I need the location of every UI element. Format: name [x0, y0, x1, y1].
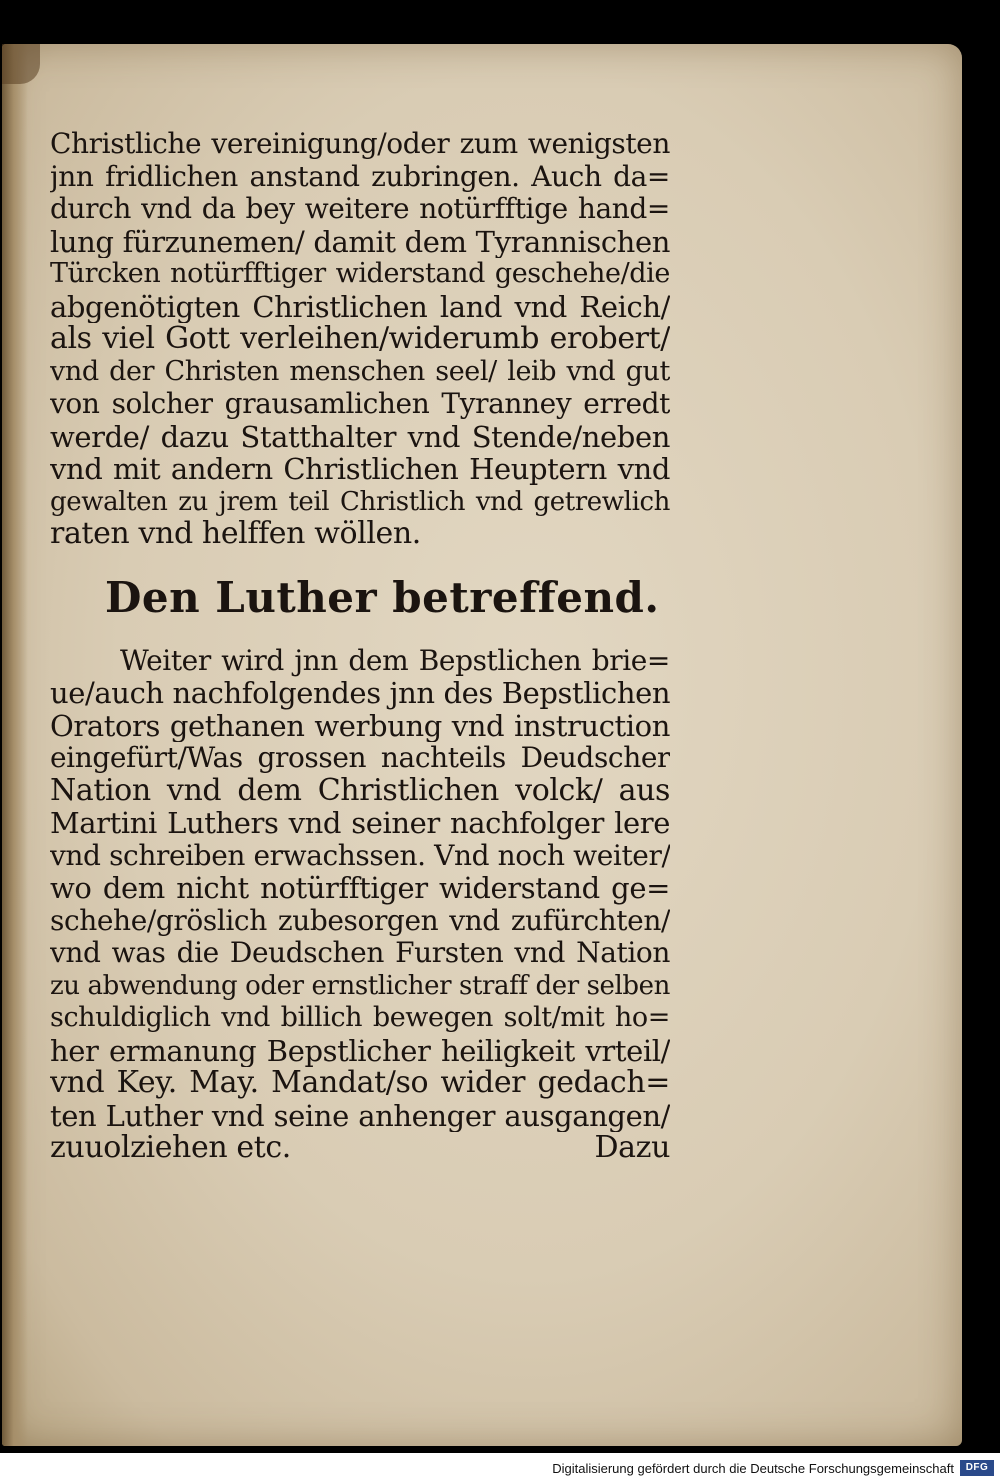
section-heading: Den Luther betreffend.	[105, 572, 660, 622]
text-line: Orators gethanen werbung vnd instruction	[50, 709, 670, 742]
page-corner-stain	[2, 44, 40, 84]
text-line: ten Luther vnd seine anhenger ausgangen/	[50, 1099, 670, 1132]
text-line: durch vnd da bey weitere notürfftige hand=	[50, 193, 670, 225]
text-line: lung fürzunemen/ damit dem Tyrannischen	[50, 225, 670, 258]
funding-notice: Digitalisierung gefördert durch die Deutsche Forschungsgemeinschaft	[552, 1461, 954, 1476]
text-line: vnd Key. May. Mandat/so wider gedach=	[50, 1067, 670, 1100]
text-line: vnd was die Deudschen Fursten vnd Nation	[50, 937, 670, 969]
text-line: vnd schreiben erwachssen. Vnd noch weiter/	[50, 839, 670, 872]
text-line: jnn fridlichen anstand zubringen. Auch da=	[50, 160, 670, 193]
text-line: Türcken notürfftiger widerstand geschehe/die	[50, 258, 670, 289]
book-page	[2, 44, 962, 1446]
attribution-footer	[0, 1453, 1000, 1483]
paragraph-1	[50, 128, 670, 551]
page-binding-shadow	[2, 44, 28, 1446]
text-line: vnd mit andern Christlichen Heuptern vnd	[50, 453, 670, 486]
text-line: als viel Gott verleihen/widerumb erobert/	[50, 323, 670, 356]
text-line: ue/auch nachfolgendes jnn des Bepstlichen	[50, 677, 670, 710]
text-line: wo dem nicht notürfftiger widerstand ge=	[50, 872, 670, 905]
text-line: von solcher grausamlichen Tyranney erredt	[50, 388, 670, 420]
text-line: werde/ dazu Statthalter vnd Stende/neben	[50, 420, 670, 453]
dfg-logo: DFG	[960, 1460, 994, 1476]
text-line: eingefürt/Was grossen nachteils Deudscher	[50, 742, 670, 774]
text-line: Weiter wird jnn dem Bepstlichen brie=	[120, 644, 670, 677]
text-line: vnd der Christen menschen seel/ leib vnd gut	[50, 355, 670, 387]
text-line: zu abwendung oder ernstlicher straff der selben	[50, 970, 670, 1001]
text-line: schehe/gröslich zubesorgen vnd zufürchten/	[50, 904, 670, 937]
text-line: Martini Luthers vnd seiner nachfolger lere	[50, 807, 670, 840]
text-line: schuldiglich vnd billich bewegen solt/mit ho=	[50, 1002, 670, 1033]
text-line: her ermanung Bepstlicher heiligkeit vrteil/	[50, 1034, 670, 1067]
text-line: Christliche vereinigung/oder zum wenigsten	[50, 128, 670, 160]
catchword: Dazu	[594, 1132, 670, 1165]
last-line-with-catchword	[50, 1132, 670, 1165]
text-line: gewalten zu jrem teil Christlich vnd getrewlich	[50, 486, 670, 517]
text-line: raten vnd helffen wöllen.	[50, 518, 421, 551]
paragraph-2	[50, 645, 670, 1165]
closing-text: zuuolziehen etc.	[50, 1132, 291, 1165]
page-text-block	[50, 128, 670, 1165]
text-line: Nation vnd dem Christlichen volck/ aus	[50, 774, 670, 807]
text-line: abgenötigten Christlichen land vnd Reich/	[50, 290, 670, 323]
